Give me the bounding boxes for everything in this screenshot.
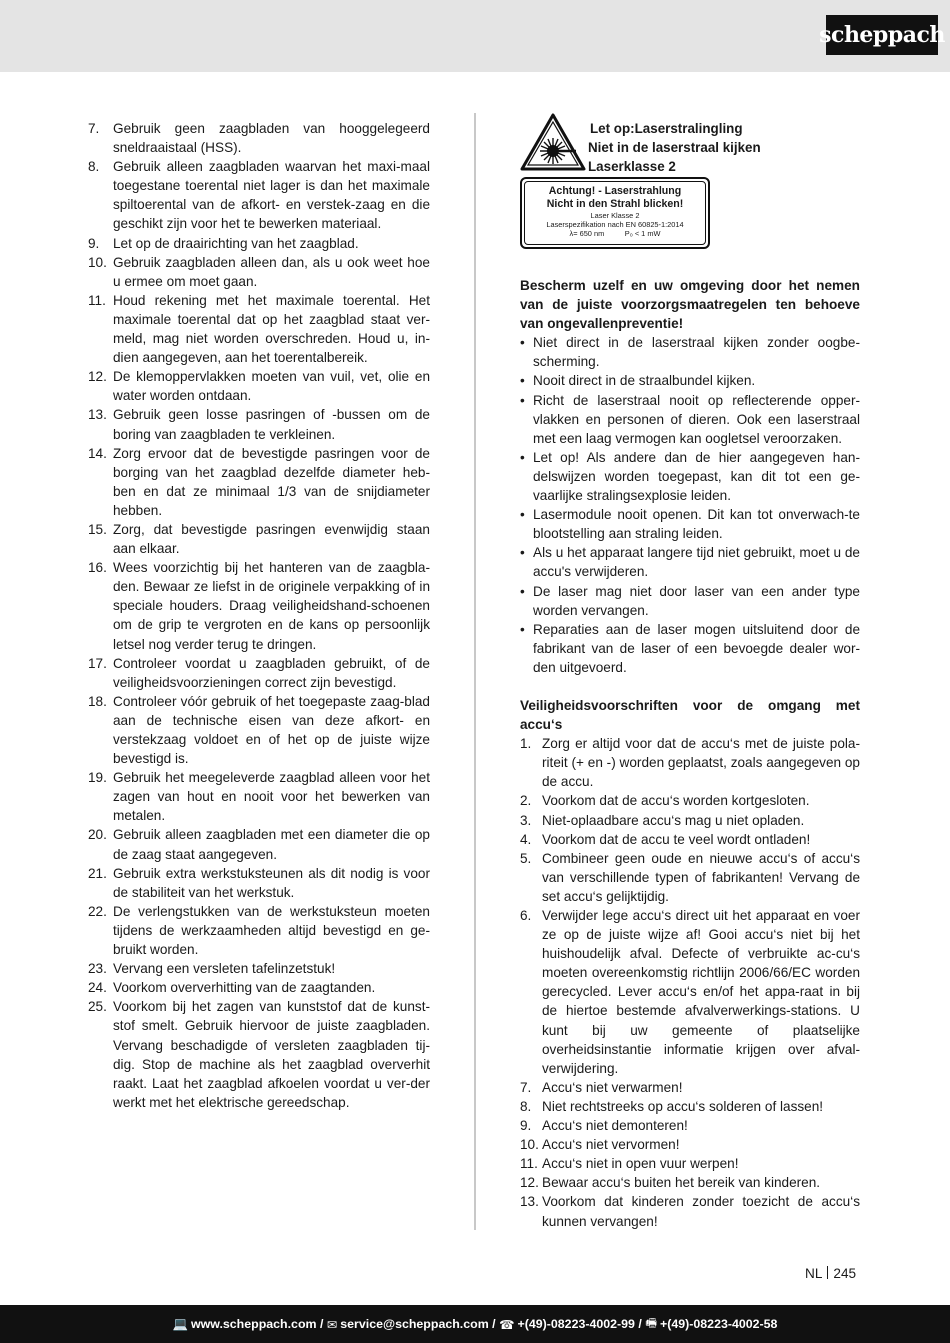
list-item-text: Gebruik extra werkstuksteunen als dit nodig is voor de stabiliteit van het werkstuk. — [113, 865, 430, 900]
battery-safety-heading: Veiligheidsvoorschriften voor de omgang met accu‘s — [520, 697, 860, 733]
list-item-number: 18. — [88, 693, 107, 709]
list-item — [88, 902, 430, 959]
list-item — [88, 291, 430, 367]
list-item-text: Zorg ervoor dat de bevestigde pasringen voor de borging van het zaagblad dezelfde diameter heb-ben en dat ze minimaal 1/3 van de snijdiameter hebben. — [113, 445, 430, 518]
list-item-text: Let op de draairichting van het zaagblad. — [113, 235, 359, 251]
list-item-number: 20. — [88, 827, 107, 843]
saw-blade-safety-list — [88, 119, 430, 1112]
list-item-text: Gebruik alleen zaagbladen met een diameter die op de zaag staat aangegeven. — [113, 827, 430, 862]
laser-safety-list — [520, 333, 860, 677]
column-divider — [474, 113, 476, 1230]
list-item-text: Accu‘s niet vervormen! — [542, 1137, 680, 1153]
bullet-item: • Lasermodule nooit openen. Dit kan tot onverwach-te blootstelling aan straling leiden. — [520, 505, 860, 543]
list-item — [88, 864, 430, 902]
left-column — [88, 119, 430, 1112]
list-item-number: 9. — [520, 1118, 532, 1134]
list-item-number: 13. — [88, 407, 107, 423]
list-item-text: Houd rekening met het maximale toerental. Het maximale toerental dat op het zaagblad staat ver-meld, mag niet worden overschreden. Houd u, in-dien aangegeven, aan het toerentalbereik. — [113, 292, 430, 366]
list-item — [520, 1154, 860, 1173]
list-item-number: 24. — [88, 980, 107, 996]
page-number — [805, 1266, 856, 1282]
list-item-number: 6. — [520, 908, 532, 923]
list-item-text: Voorkom dat de accu te veel wordt ontladen! — [542, 831, 811, 847]
list-item-number: 19. — [88, 770, 107, 786]
sign-line-3: Laser Klasse 2 — [590, 211, 640, 220]
list-item-number: 13. — [520, 1194, 539, 1210]
list-item-number: 10. — [520, 1137, 539, 1153]
list-item-number: 3. — [520, 812, 532, 828]
list-item — [88, 367, 430, 405]
list-item-number: 14. — [88, 445, 107, 461]
list-item-number: 10. — [88, 254, 107, 270]
list-item-number: 11. — [520, 1156, 538, 1172]
list-item-text: Combineer geen oude en nieuwe accu‘s of accu‘s van verschillende typen of fabrikanten! Vervang de set accu‘s gelijktijdig. — [542, 850, 860, 904]
list-item-number: 12. — [520, 1175, 539, 1191]
fax-icon: 🖷 — [645, 1315, 657, 1330]
page-number-value: 245 — [833, 1266, 857, 1281]
computer-icon: 💻 — [172, 1316, 188, 1331]
laser-warning-line-3: Laserklasse 2 — [588, 159, 676, 174]
list-item-number: 16. — [88, 560, 107, 576]
list-item — [520, 791, 860, 810]
laser-warning-line-1: Let op:Laserstralingling — [590, 121, 743, 136]
list-item — [88, 558, 430, 653]
list-item-number: 23. — [88, 961, 107, 977]
list-item — [88, 444, 430, 520]
bullet-item: • Richt de laserstraal nooit op reflecterende opper-vlakken en personen of dieren. Ook een laserstraal met een laag vermogen kan oogletsel veroorzaken. — [520, 391, 860, 448]
list-item-text: De verlengstukken van de werkstuksteun moeten tijdens de werkzaamheden altijd bevestigd en ge-bruikt worden. — [113, 903, 430, 958]
list-item — [88, 692, 430, 768]
list-item-text: Accu‘s niet demonteren! — [542, 1118, 688, 1134]
footer-email[interactable]: service@scheppach.com / — [340, 1317, 496, 1331]
list-item-number: 22. — [88, 903, 107, 919]
sign-line-4: Laserspezifikation nach EN 60825-1:2014 — [546, 220, 684, 230]
list-item — [520, 906, 860, 1078]
list-item-text: Voorkom oververhitting van de zaagtanden. — [113, 980, 376, 996]
list-item — [88, 825, 430, 863]
list-item — [88, 234, 430, 253]
footer-fax: +(49)-08223-4002-58 — [660, 1317, 778, 1331]
list-item-number: 8. — [88, 159, 100, 175]
list-item-number: 9. — [88, 235, 100, 251]
list-item — [88, 997, 430, 1112]
list-item-number: 2. — [520, 793, 532, 809]
header-bar — [0, 0, 950, 72]
list-item — [88, 959, 430, 978]
list-item — [520, 1097, 860, 1116]
list-item-text: Zorg er altijd voor dat de accu‘s met de juiste pola-riteit (+ en -) worden geplaatst, zoals aangegeven op de accu. — [542, 736, 860, 790]
phone-icon: ☎ — [499, 1317, 515, 1332]
list-item — [88, 157, 430, 233]
footer-bar — [0, 1305, 950, 1343]
list-item-number: 21. — [88, 865, 107, 881]
list-item — [520, 830, 860, 849]
list-item-text: Gebruik alleen zaagbladen waarvan het maxi-maal toegestane toerental niet lager is dan het maximale spiltoerental van de afkort- en verstek-zaag en die geschikt zijn voor het te bewerken materiaal. — [113, 159, 430, 232]
list-item — [88, 253, 430, 291]
list-item-text: Accu‘s niet verwarmen! — [542, 1079, 683, 1095]
list-item-number: 4. — [520, 831, 532, 847]
list-item — [520, 1078, 860, 1097]
sign-line-1: Achtung! - Laserstrahlung — [548, 185, 682, 197]
list-item-number: 25. — [88, 999, 107, 1015]
list-item — [88, 768, 430, 825]
list-item — [520, 811, 860, 830]
laser-warning-block — [520, 113, 761, 253]
list-item — [88, 978, 430, 997]
footer-website[interactable]: www.scheppach.com / — [190, 1317, 324, 1331]
list-item — [520, 849, 860, 906]
list-item-text: Voorkom bij het zagen van kunststof dat de kunst-stof smelt. Gebruik hiervoor de juiste zaagbladen. Vervang beschadigde of versleten zaagbladen tij-dig. Stop de machine als het zaagblad oververhit raakt. Laat het zaagblad afkoelen voordat u ver-der werkt met het elektrische gereedschap. — [113, 999, 430, 1110]
list-item — [88, 119, 430, 157]
list-item-text: Niet rechtstreeks op accu‘s solderen of lassen! — [542, 1098, 824, 1114]
bullet-item: • De laser mag niet door laser van een ander type worden vervangen. — [520, 582, 860, 620]
list-item — [520, 1116, 860, 1135]
list-item-text: Vervang een versleten tafelinzetstuk! — [113, 961, 336, 977]
right-column — [520, 276, 860, 1231]
list-item-number: 11. — [88, 292, 106, 308]
list-item-text: Voorkom dat de accu‘s worden kortgesloten. — [542, 793, 810, 809]
list-item-text: De klemoppervlakken moeten van vuil, vet, olie en water worden ontdaan. — [113, 369, 430, 404]
laser-safety-heading: Bescherm uzelf en uw omgeving door het nemen van de juiste voorzorgsmaatregelen ten behoeve van ongevallenpreventie! — [520, 278, 860, 332]
bullet-item: • Als u het apparaat langere tijd niet gebruikt, moet u de accu's verwijderen. — [520, 543, 860, 581]
list-item-number: 12. — [88, 369, 107, 385]
list-item-number: 17. — [88, 655, 107, 671]
list-item-number: 1. — [520, 736, 532, 752]
list-item — [88, 405, 430, 443]
bullet-item: • Niet direct in de laserstraal kijken zonder oogbe-scherming. — [520, 333, 860, 371]
laser-label-sign — [520, 177, 710, 249]
list-item — [520, 1135, 860, 1154]
list-item-number: 8. — [520, 1098, 532, 1114]
list-item-text: Voorkom dat kinderen zonder toezicht de accu‘s kunnen vervangen! — [542, 1194, 860, 1229]
list-item-text: Gebruik het meegeleverde zaagblad alleen voor het zagen van hout en nooit voor het bewerken van metalen. — [113, 770, 430, 824]
list-item-text: Gebruik geen zaagbladen van hooggelegeerd sneldraaistaal (HSS). — [113, 121, 430, 156]
list-item — [520, 734, 860, 791]
list-item — [88, 654, 430, 692]
laser-warning-text — [588, 119, 818, 176]
list-item-text: Niet-oplaadbare accu‘s mag u niet opladen. — [542, 812, 805, 828]
laser-warning-line-2: Niet in de laserstraal kijken — [588, 140, 761, 155]
list-item-text: Zorg, dat bevestigde pasringen evenwijdig staan aan elkaar. — [113, 521, 430, 557]
brand-logo: scheppach — [826, 15, 938, 55]
list-item-text: Controleer voordat u zaagbladen gebruikt, of de veiligheidsvoorzieningen correct zijn bevestigd. — [113, 655, 430, 690]
bullet-item: • Reparaties aan de laser mogen uitsluitend door de fabrikant van de laser of een bevoegde dealer wor-den uitgevoerd. — [520, 620, 860, 677]
bullet-item: • Let op! Als andere dan de hier aangegeven han-delswijzen worden toegepast, kan dit tot een ge-vaarlijke stralingsexplosie leiden. — [520, 448, 860, 505]
list-item-number: 7. — [520, 1079, 532, 1095]
sign-line-2: Nicht in den Strahl blicken! — [546, 198, 684, 210]
laser-warning-icon — [520, 113, 586, 171]
list-item-text: Accu‘s niet in open vuur werpen! — [542, 1156, 739, 1172]
mail-icon: ✉ — [326, 1317, 338, 1332]
list-item — [88, 520, 430, 558]
list-item-text: Verwijder lege accu‘s direct uit het apparaat en voer ze op de juiste wijze af! Gooi accu‘s niet bij het huishoudelijk afval. Defecte of verbruikte ac-cu‘s moeten overeenkomstig richtlijn 2006/66/EC worden gerecycled. Lever accu‘s en/of het appa-raat in bij de hiertoe bestemde afvalverwerkings-stations. U kunt bij uw gemeente of plaatselijke overheidsinstantie informatie krijgen over afval-verwijdering. — [542, 908, 860, 1076]
sign-line-5: λ= 650 nm P₀ < 1 mW — [569, 229, 661, 239]
list-item-number: 15. — [88, 521, 107, 537]
list-item — [520, 1192, 860, 1230]
list-item-text: Gebruik zaagbladen alleen dan, als u ook weet hoe u ermee om moet gaan. — [113, 254, 430, 289]
list-item — [520, 1173, 860, 1192]
list-item-number: 5. — [520, 850, 532, 866]
footer-phone: +(49)-08223-4002-99 / — [517, 1317, 642, 1331]
list-item-text: Gebruik geen losse pasringen of -bussen om de boring van zaagbladen te verkleinen. — [113, 407, 430, 442]
list-item-text: Controleer vóór gebruik of het toegepaste zaag-blad aan de technische eisen van deze afkort- en verstekzaag voldoet en of het op de juiste wijze bevestigd is. — [113, 693, 430, 767]
list-item-number: 7. — [88, 121, 100, 136]
list-item-text: Wees voorzichtig bij het hanteren van de zaagbla-den. Bewaar ze liefst in de originele verpakking of in speciale houders. Draag veiligheidshand-schoenen om de grip te vergroten en de kans op persoonlijk letsel nog verder terug te dringen. — [113, 560, 430, 652]
battery-safety-list — [520, 734, 860, 1230]
bullet-item: • Nooit direct in de straalbundel kijken. — [520, 371, 860, 390]
list-item-text: Bewaar accu‘s buiten het bereik van kinderen. — [542, 1175, 821, 1191]
page-language: NL — [805, 1266, 823, 1281]
